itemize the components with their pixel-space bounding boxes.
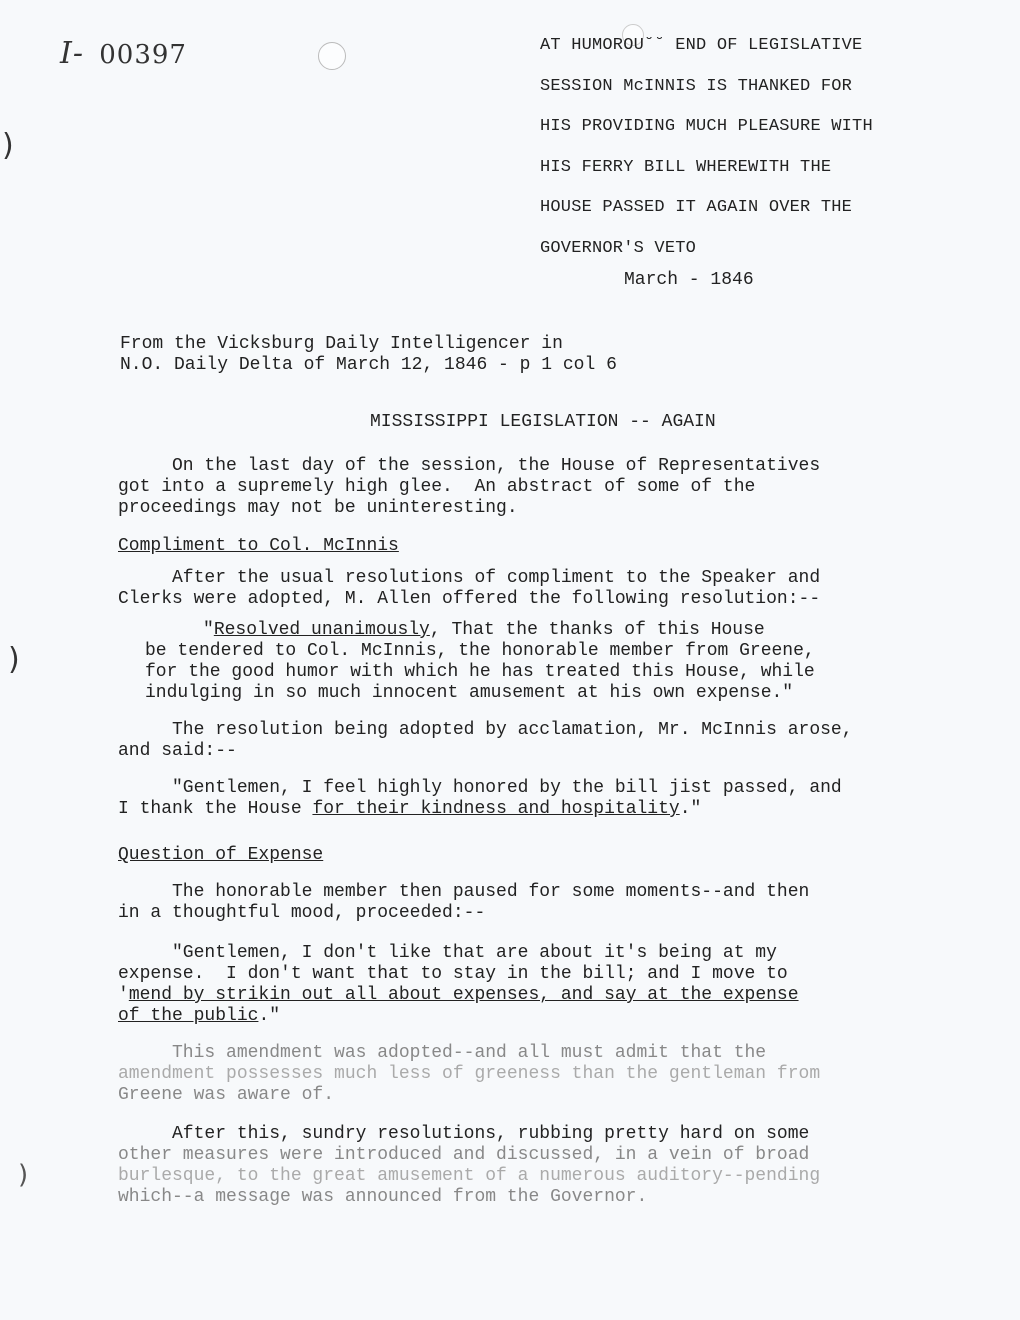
article-title: MISSISSIPPI LEGISLATION -- AGAIN [370,412,716,432]
text-line: for the good humor with which he has treated this House, while [145,662,815,682]
headline-line: HIS FERRY BILL WHEREWITH THE [540,157,832,177]
text-line: The resolution being adopted by acclamation, Mr. McInnis arose, [118,720,853,740]
text-line: Greene was aware of. [118,1085,335,1105]
binder-hole-mark: ) [18,1160,29,1190]
paragraph-intro [118,456,820,519]
text-line [203,620,765,640]
subheading-expense: Question of Expense [118,845,324,865]
text-line: proceedings may not be uninteresting. [118,498,518,518]
paragraph-acclamation [118,720,853,762]
source-line: N.O. Daily Delta of March 12, 1846 - p 1 col 6 [120,355,617,375]
text-line: "Gentlemen, I feel highly honored by the bill jist passed, and [118,778,842,798]
headline-line: AT HUMOROU˘˘ END OF LEGISLATIVE [540,36,863,55]
text-line: and said:-- [118,741,237,761]
binder-hole-mark: ) [2,128,14,163]
document-id-number: 00397 [99,40,187,70]
punch-hole [318,42,346,70]
paragraph-paused [118,882,809,924]
binder-hole-mark: ) [8,642,20,677]
text-line: expense. I don't want that to stay in the bill; and I move to [118,964,788,984]
quote-thanks [118,778,842,820]
headline [540,26,980,269]
headline-line: SESSION McINNIS IS THANKED FOR [540,76,853,96]
source-citation [120,334,617,376]
dateline: March - 1846 [624,270,754,290]
text-segment: ." [258,1006,281,1026]
quote-expense [118,943,799,1027]
document-id-prefix: I- [60,36,84,71]
text-line: After this, sundry resolutions, rubbing pretty hard on some [118,1124,810,1144]
paragraph-amendment [118,1043,820,1106]
document-id [60,36,187,71]
text-line: amendment possesses much less of greeness than the gentleman from [118,1064,821,1084]
text-segment: I thank the House [118,799,313,819]
underlined-text: for their kindness and hospitality [312,799,680,819]
headline-line: HIS PROVIDING MUCH PLEASURE WITH [540,117,873,136]
text-line [118,985,799,1005]
headline-line: GOVERNOR'S VETO [540,238,697,258]
text-segment: ." [679,799,702,819]
text-line: other measures were introduced and discussed, in a vein of broad [118,1145,810,1165]
text-line: On the last day of the session, the House of Representatives [118,456,821,476]
text-line: "Gentlemen, I don't like that are about it's being at my [118,943,777,963]
source-line: From the Vicksburg Daily Intelligencer in [120,334,563,354]
underlined-text: mend by strikin out all about expenses, and say at the expense [128,985,799,1005]
text-line [118,799,701,819]
text-line: got into a supremely high glee. An abstract of some of the [118,477,756,497]
text-line: This amendment was adopted--and all must admit that the [118,1043,767,1063]
text-line: be tendered to Col. McInnis, the honorable member from Greene, [145,641,815,661]
text-line: indulging in so much innocent amusement at his own expense." [145,683,794,703]
subheading-compliment: Compliment to Col. McInnis [118,536,399,556]
text-line: The honorable member then paused for some moments--and then [118,882,810,902]
underlined-text: Resolved unanimously [213,620,430,640]
quote-resolution [145,620,815,704]
text-line: After the usual resolutions of compliment to the Speaker and [118,568,821,588]
paragraph-sundry [118,1124,820,1208]
text-line: burlesque, to the great amusement of a numerous auditory--pending [118,1166,821,1186]
underlined-text: of the public [118,1006,259,1026]
text-segment: ' [118,985,129,1005]
text-segment: , That the thanks of this House [429,620,765,640]
quote-mark: " [203,620,214,640]
text-line: Clerks were adopted, M. Allen offered the following resolution:-- [118,589,821,609]
text-line: in a thoughtful mood, proceeded:-- [118,903,486,923]
paragraph-resolutions [118,568,820,610]
text-line [118,1006,280,1026]
text-line: which--a message was announced from the Governor. [118,1187,648,1207]
headline-line: HOUSE PASSED IT AGAIN OVER THE [540,198,853,217]
